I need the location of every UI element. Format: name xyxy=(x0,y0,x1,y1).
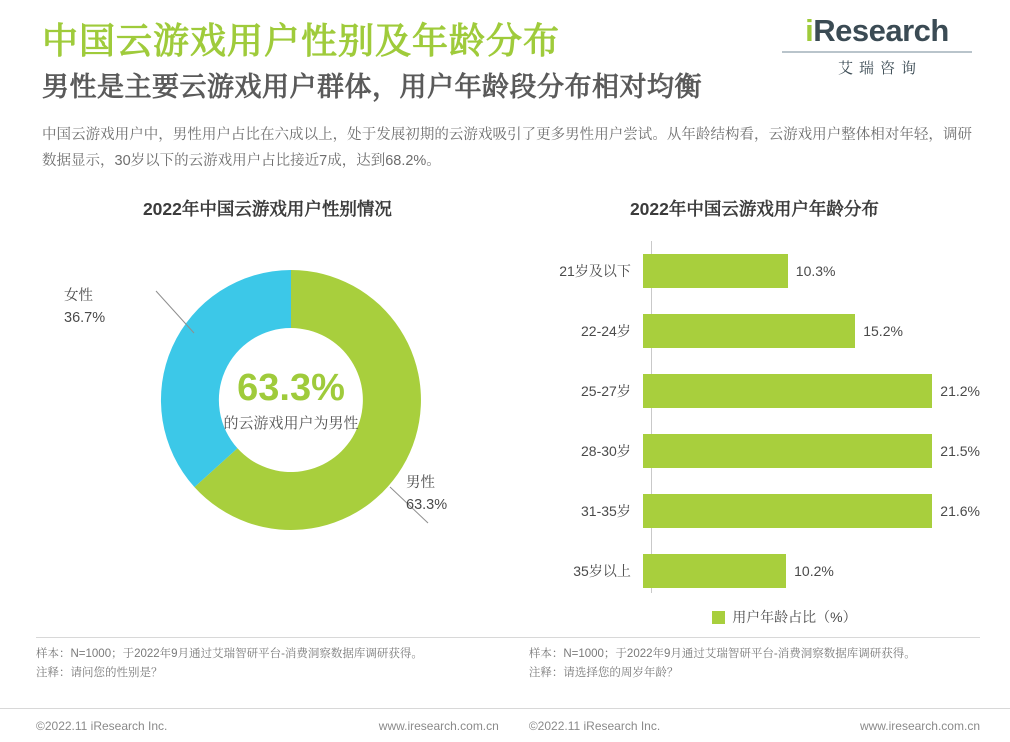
footer xyxy=(0,708,1010,742)
gender-chart-panel xyxy=(36,196,513,627)
gender-chart-title: 2022年中国云游戏用户性别情况 xyxy=(142,199,392,219)
charts-row xyxy=(0,196,1010,627)
bar-row xyxy=(529,241,980,301)
gender-chart-notes xyxy=(36,637,513,683)
age-chart-notes xyxy=(513,637,980,683)
bar-row xyxy=(529,541,980,601)
page-description: 中国云游戏用户中，男性用户占比在六成以上，处于发展初期的云游戏吸引了更多男性用户尝试。从年龄结构看，云游戏用户整体相对年轻，调研数据显示，30岁以下的云游戏用户占比接近7成，达到68.2%。 xyxy=(42,127,972,169)
bar-row xyxy=(529,481,980,541)
bar-fill xyxy=(643,494,932,528)
bar-row xyxy=(529,301,980,361)
bar-value-label: 21.6% xyxy=(940,503,980,519)
logo-i: i xyxy=(805,13,814,48)
footer-right-copyright: ©2022.11 iResearch Inc. xyxy=(528,718,661,733)
logo-research: Research xyxy=(813,13,949,48)
bar-category-label: 35岁以上 xyxy=(573,563,631,579)
donut-label-male-name: 男性 xyxy=(406,475,435,491)
gender-note-question: 注释：请问您的性别是？ xyxy=(36,667,163,679)
bar-track xyxy=(643,481,980,541)
bar-fill xyxy=(643,254,788,288)
bar-value-label: 10.2% xyxy=(794,563,834,579)
page-subtitle: 男性是主要云游戏用户群体，用户年龄段分布相对均衡 xyxy=(42,72,702,102)
gender-note-sample: 样本：N=1000；于2022年9月通过艾瑞智研平台-消费洞察数据库调研获得。 xyxy=(36,648,423,660)
bar-fill xyxy=(643,374,932,408)
bar-value-label: 10.3% xyxy=(795,263,836,279)
bar-row xyxy=(529,361,980,421)
logo-chinese: 艾瑞咨询 xyxy=(837,60,922,77)
legend-label: 用户年龄占比（%） xyxy=(732,609,857,625)
age-chart-title: 2022年中国云游戏用户年龄分布 xyxy=(629,199,879,219)
age-note-question: 注释：请选择您的周岁年龄？ xyxy=(528,667,679,679)
logo-divider xyxy=(782,51,972,53)
bar-category-label: 21岁及以下 xyxy=(559,263,631,279)
bar-track xyxy=(643,541,980,601)
bar-fill xyxy=(643,554,786,588)
bar-row xyxy=(529,421,980,481)
bar-fill xyxy=(643,314,855,348)
bar-category-label: 25-27岁 xyxy=(581,383,631,399)
donut-svg xyxy=(146,255,436,545)
donut-label-female xyxy=(64,285,105,329)
bar-track xyxy=(643,361,980,421)
donut-slice-female xyxy=(161,270,291,487)
bar-chart xyxy=(529,241,980,625)
bar-value-label: 21.5% xyxy=(940,443,980,459)
bar-category-label: 22-24岁 xyxy=(581,323,631,339)
bar-chart-legend xyxy=(589,607,980,627)
footer-left-url[interactable]: www.iresearch.com.cn xyxy=(378,718,499,733)
donut-center-value: 63.3% xyxy=(237,366,345,409)
age-note-sample: 样本：N=1000；于2022年9月通过艾瑞智研平台-消费洞察数据库调研获得。 xyxy=(528,648,916,660)
bar-value-label: 21.2% xyxy=(940,383,980,399)
donut-label-male xyxy=(406,472,447,516)
donut-label-male-value: 63.3% xyxy=(406,497,448,513)
bar-value-label: 15.2% xyxy=(863,323,903,339)
bar-track xyxy=(643,241,980,301)
donut-label-female-name: 女性 xyxy=(64,288,93,304)
header xyxy=(0,0,1010,174)
age-chart-panel xyxy=(513,196,980,627)
footnotes-row xyxy=(0,637,1010,683)
footer-left xyxy=(36,719,513,733)
bar-category-label: 31-35岁 xyxy=(581,503,631,519)
footer-right-url[interactable]: www.iresearch.com.cn xyxy=(859,718,980,733)
bar-fill xyxy=(643,434,932,468)
bar-track xyxy=(643,301,980,361)
footer-left-copyright: ©2022.11 iResearch Inc. xyxy=(36,718,168,733)
footer-right xyxy=(513,719,980,733)
bar-track xyxy=(643,421,980,481)
logo-wordmark xyxy=(782,14,972,48)
legend-swatch-icon xyxy=(712,611,725,624)
donut-chart xyxy=(36,227,499,627)
donut-label-female-value: 36.7% xyxy=(64,310,106,326)
page-title: 中国云游戏用户性别及年龄分布 xyxy=(42,20,561,61)
bar-category-label: 28-30岁 xyxy=(581,443,631,459)
donut-center-caption: 的云游戏用户为男性 xyxy=(223,414,359,432)
iresearch-logo xyxy=(782,14,972,78)
